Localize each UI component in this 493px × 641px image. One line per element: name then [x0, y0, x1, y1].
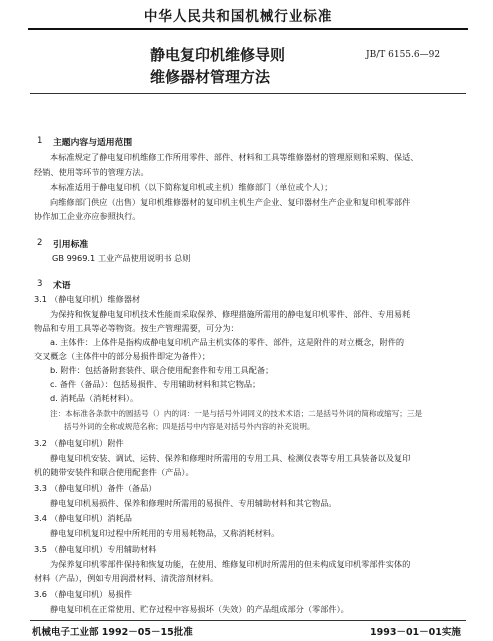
- term-3-1-number: 3.1: [34, 294, 48, 304]
- term-3-1-item-a-continued: 交叉概念（主体件中的部分易损件即定为备件）；: [34, 351, 211, 361]
- title-rule: [30, 93, 466, 94]
- term-3-6-heading: （静电复印机）易损件: [50, 589, 132, 599]
- term-3-4-para: 静电复印机复印过程中所耗用的专用易耗物品，又称消耗材料。: [50, 528, 280, 538]
- section-2-number: 2: [37, 238, 43, 248]
- implementation-date: 1993－01－01实施: [370, 627, 461, 638]
- header-rule: [28, 28, 468, 30]
- section-1-para1-line2: 经销、使用等环节的管理方法。: [34, 167, 149, 177]
- header-title: 中华人民共和国机械行业标准: [143, 9, 333, 25]
- term-3-1-para-line2: 物品和专用工具等必等物资。按生产管理需要，可分为：: [34, 323, 239, 333]
- section-3-heading: 术语: [53, 281, 71, 291]
- standard-number: JB/T 6155.6—92: [366, 50, 441, 60]
- term-3-3-heading: （静电复印机）备件（备品）: [50, 483, 157, 493]
- term-3-4-heading: （静电复印机）消耗品: [50, 513, 132, 523]
- term-3-1-heading: （静电复印机）维修器材: [50, 294, 141, 304]
- term-3-1-note-line1: 注：本标准各条款中的圆括号（）内的词：一是与括号外词同义的技术术语；二是括号外词的简称或缩写；三是: [50, 409, 423, 418]
- term-3-6-number: 3.6: [34, 589, 48, 599]
- section-1-para3-line2: 协作加工企业亦应参照执行。: [34, 211, 141, 221]
- term-3-2-para-line1: 静电复印机安装、调试、运转、保养和修理时所需用的专用工具、检测仪表等专用工具装备以及复印: [50, 453, 411, 463]
- term-3-3-para: 静电复印机易损件、保养和修理时所需用的易损件、专用辅助材料和其它物品。: [50, 498, 337, 508]
- document-title-line1: 静电复印机维修导则: [150, 46, 286, 64]
- section-1-number: 1: [37, 136, 43, 146]
- section-2-heading: 引用标准: [53, 240, 89, 250]
- section-1-heading: 主题内容与适用范围: [53, 138, 133, 148]
- term-3-3-number: 3.3: [34, 483, 48, 493]
- term-3-2-number: 3.2: [34, 438, 48, 448]
- term-3-5-number: 3.5: [34, 544, 48, 554]
- document-title-line2: 维修器材管理方法: [150, 68, 271, 86]
- term-3-2-para-line2: 机的随带安装件和联合使用配套件（产品）。: [34, 467, 194, 477]
- section-1-para2: 本标准适用于静电复印机（以下简称复印机或主机）维修部门（单位或个人）；: [50, 182, 333, 192]
- footer-rule: [30, 620, 466, 621]
- section-3-number: 3: [37, 279, 43, 289]
- term-3-4-number: 3.4: [34, 513, 48, 523]
- section-2-reference: GB 9969.1 工业产品使用说明书 总则: [52, 253, 191, 263]
- term-3-5-heading: （静电复印机）专用辅助材料: [50, 544, 157, 554]
- term-3-1-item-d: d. 消耗品（消耗材料）。: [50, 393, 139, 403]
- section-1-para1-line1: 本标准规定了静电复印机维修工作所用零件、部件、材料和工具等维修器材的管理原则和采购、保适、: [50, 152, 419, 162]
- term-3-1-item-c: c. 备件（备品）：包括易损件、专用辅助材料和其它物品；: [50, 379, 261, 389]
- term-3-6-para: 静电复印机在正常使用、贮存过程中容易损坏（失效）的产品组成部分（零部件）。: [50, 604, 349, 614]
- term-3-1-para-line1: 为保持和恢复静电复印机技术性能而采取保养、修理措施所需用的静电复印机零件、部件、专用易耗: [50, 309, 411, 319]
- term-3-5-para-line1: 为保养复印机零部件保持和恢复功能，在使用、维修复印机时所需用的但未构成复印机零部件实体的: [50, 559, 411, 569]
- term-3-1-item-a: a. 主体件：上体件是指构成静电复印机产品主机实体的零件、部件，这是附件的对立概念，附件的: [50, 337, 405, 347]
- term-3-2-heading: （静电复印机）附件: [50, 438, 124, 448]
- approval-info: 机械电子工业部 1992－05－15批准: [32, 627, 193, 638]
- term-3-1-note-line2: 括号外词的全称或规范名称；四是括号中内容是对括号外内容的补充说明。: [64, 422, 315, 431]
- term-3-1-item-b: b. 附件：包括备附套装件、联合使用配套件和专用工具配备；: [50, 365, 274, 375]
- term-3-5-para-line2: 材料（产品），例如专用润滑材料、清洗溶剂材料。: [34, 573, 219, 583]
- section-1-para3-line1: 向维修部门供应（出售）复印机维修器材的复印机主机生产企业、复印器材生产企业和复印机零部件: [50, 197, 411, 207]
